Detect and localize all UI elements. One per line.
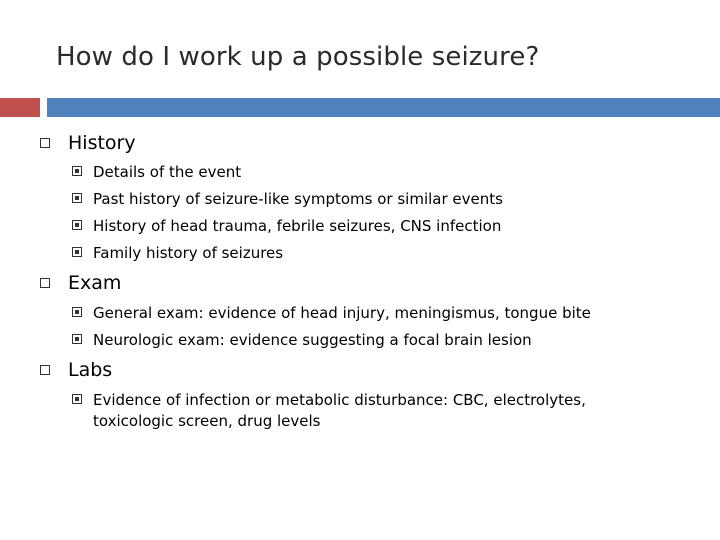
accent-bar-red — [0, 98, 40, 117]
sub-bullet — [72, 303, 591, 324]
sub-bullet-text: General exam: evidence of head injury, meningismus, tongue bite — [93, 304, 591, 322]
square-bullet-icon — [72, 220, 82, 230]
sub-bullet — [72, 243, 283, 264]
box-bullet-icon — [40, 365, 50, 375]
section-label-labs: Labs — [68, 359, 113, 381]
sub-bullet — [72, 216, 501, 237]
square-bullet-icon — [72, 166, 82, 176]
sub-bullet-text: Details of the event — [93, 163, 242, 181]
square-bullet-icon — [72, 193, 82, 203]
sub-bullet-text: Evidence of infection or metabolic disturbance: CBC, electrolytes, — [93, 391, 586, 409]
square-bullet-icon — [72, 247, 82, 257]
sub-bullet — [72, 189, 503, 210]
accent-bar-blue — [47, 98, 720, 117]
bullet-exam — [40, 272, 121, 294]
slide-title: How do I work up a possible seizure? — [56, 42, 540, 72]
sub-bullet-text: History of head trauma, febrile seizures, CNS infection — [93, 217, 502, 235]
sub-bullet-text: Neurologic exam: evidence suggesting a focal brain lesion — [93, 331, 532, 349]
sub-bullet — [72, 162, 241, 183]
sub-bullet-text: Family history of seizures — [93, 244, 284, 262]
sub-bullet — [72, 390, 586, 432]
sub-bullet — [72, 330, 532, 351]
square-bullet-icon — [72, 394, 82, 404]
square-bullet-icon — [72, 307, 82, 317]
section-label-history: History — [68, 132, 136, 154]
bullet-labs — [40, 359, 112, 381]
square-bullet-icon — [72, 334, 82, 344]
box-bullet-icon — [40, 138, 50, 148]
sub-bullet-text-continued: toxicologic screen, drug levels — [93, 412, 321, 430]
sub-bullet-text: Past history of seizure-like symptoms or similar events — [93, 190, 503, 208]
box-bullet-icon — [40, 278, 50, 288]
section-label-exam: Exam — [68, 272, 122, 294]
bullet-history — [40, 132, 136, 154]
